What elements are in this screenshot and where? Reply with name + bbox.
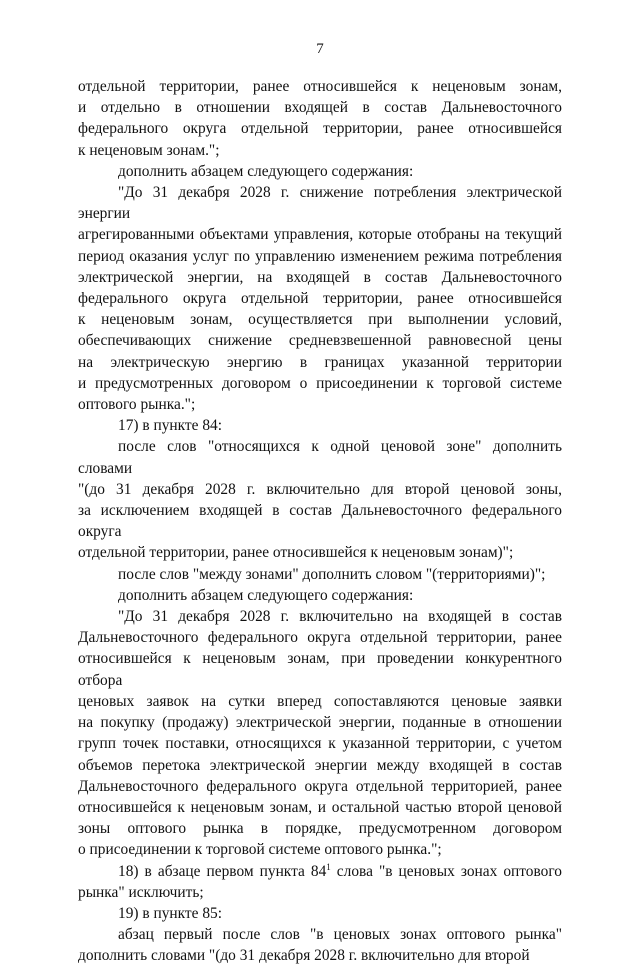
text-line: после слов "между зонами" дополнить словом "(территориями)";: [118, 565, 546, 583]
text-line: о присоединении к торговой системе оптового рынка.";: [78, 841, 442, 859]
text-line: "До 31 декабря 2028 г. снижение потребления электрической энергии: [78, 184, 562, 223]
text-line: отдельной территории, ранее относившейся к неценовым зонам,: [78, 78, 562, 95]
text-line: дополнить абзацем следующего содержания:: [118, 162, 414, 180]
text-line: к неценовым зонам.";: [78, 141, 220, 159]
text-line: федерального округа отдельной территории, ранее относившейся: [78, 290, 562, 308]
text-line: относившейся к неценовым зонам, и остальной частью второй ценовой: [78, 798, 562, 816]
text-line: [78, 861, 562, 882]
text-line: Дальневосточного федерального округа отдельной территорией, ранее: [78, 777, 562, 795]
text-line: "(до 31 декабря 2028 г. включительно для второй ценовой зоны,: [78, 480, 562, 498]
text-line: и предусмотренных договором о присоединении к торговой системе: [78, 374, 562, 392]
page-number: 7: [316, 41, 324, 57]
text-line: оптового рынка.";: [78, 396, 196, 414]
superscript: 1: [326, 861, 331, 872]
text-line: 19) в пункте 85:: [118, 904, 222, 922]
text-line: отдельной территории, ранее относившейся к неценовым зонам)";: [78, 544, 514, 562]
text-line: абзац первый после слов "в ценовых зонах оптового рынка": [118, 926, 562, 944]
text-line: "До 31 декабря 2028 г. включительно на входящей в состав: [118, 608, 562, 626]
text-line: федерального округа отдельной территории, ранее относившейся: [78, 120, 562, 138]
text-line: объемов перетока электрической энергии между входящей в состав: [78, 756, 562, 774]
text-line: к неценовым зонам, осуществляется при выполнении условий,: [78, 311, 562, 329]
text-line: период оказания услуг по управлению изменением режима потребления: [78, 247, 562, 265]
text-line: обеспечивающих снижение средневзвешенной равновесной цены: [78, 332, 562, 350]
text-line: электрической энергии, на входящей в состав Дальневосточного: [78, 268, 562, 286]
text-line: рынка" исключить;: [78, 883, 204, 901]
text-line: ценовых заявок на сутки вперед сопоставляются ценовые заявки: [78, 692, 562, 710]
text-line: дополнить абзацем следующего содержания:: [118, 586, 414, 604]
text-line: зоны оптового рынка в порядке, предусмотренном договором: [78, 820, 562, 838]
text-line: Дальневосточного федерального округа отдельной территории, ранее: [78, 629, 562, 647]
text-line: групп точек поставки, относящихся к указанной территории, с учетом: [78, 735, 562, 753]
text-line: и отдельно в отношении входящей в состав Дальневосточного: [78, 99, 562, 117]
text-line: 17) в пункте 84:: [118, 417, 222, 435]
text-line: на покупку (продажу) электрической энергии, поданные в отношении: [78, 714, 562, 732]
document-body: [78, 76, 562, 967]
text-line: агрегированными объектами управления, которые отобраны на текущий: [78, 226, 562, 244]
text-line: относившейся к неценовым зонам, при проведении конкурентного отбора: [78, 650, 562, 689]
text-line: на электрическую энергию в границах указанной территории: [78, 353, 562, 371]
text-line: после слов "относящихся к одной ценовой зоне" дополнить словами: [78, 438, 562, 477]
text-line: за исключением входящей в состав Дальневосточного федерального округа: [78, 502, 562, 541]
text-line: дополнить словами "(до 31 декабря 2028 г. включительно для второй: [78, 947, 530, 965]
text-segment: слова "в ценовых зонах оптового: [330, 862, 562, 880]
text-segment: 18) в абзаце первом пункта 84: [118, 862, 327, 880]
